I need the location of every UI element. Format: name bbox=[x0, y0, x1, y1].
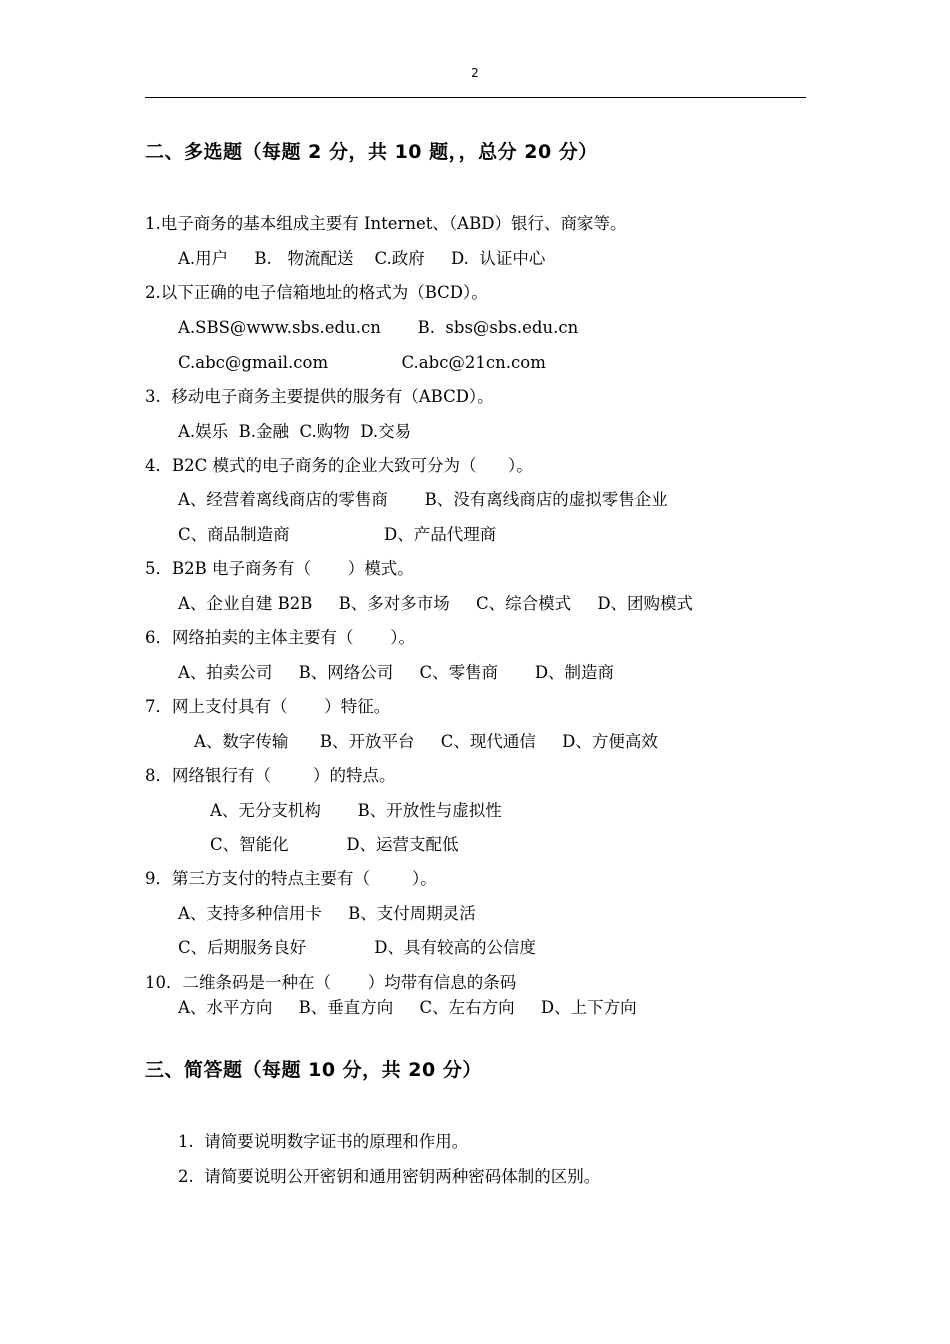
question-2-options-row1: A.SBS@www.sbs.edu.cn B. sbs@sbs.edu.cn bbox=[178, 318, 579, 337]
question-10-options: A、水平方向 B、垂直方向 C、左右方向 D、上下方向 bbox=[178, 998, 637, 1017]
question-10: 10．二维条码是一种在（ ）均带有信息的条码 bbox=[145, 973, 517, 992]
question-6-options: A、拍卖公司 B、网络公司 C、零售商 D、制造商 bbox=[178, 663, 615, 682]
short-answer-2: 2. 请简要说明公开密钥和通用密钥两种密码体制的区别。 bbox=[178, 1167, 601, 1186]
question-3: 3. 移动电子商务主要提供的服务有（ABCD）。 bbox=[145, 387, 494, 406]
question-5-options: A、企业自建 B2B B、多对多市场 C、综合模式 D、团购模式 bbox=[178, 594, 694, 613]
question-2: 2.以下正确的电子信箱地址的格式为（BCD）。 bbox=[145, 283, 488, 302]
question-9-options-row2: C、后期服务良好 D、具有较高的公信度 bbox=[178, 938, 537, 957]
question-4-options-row1: A、经营着离线商店的零售商 B、没有离线商店的虚拟零售企业 bbox=[178, 490, 668, 509]
question-9: 9．第三方支付的特点主要有（ ）。 bbox=[145, 869, 437, 888]
page-number: 2 bbox=[471, 66, 479, 80]
question-7: 7．网上支付具有（ ）特征。 bbox=[145, 697, 391, 716]
question-2-options-row2: C.abc@gmail.com C.abc@21cn.com bbox=[178, 353, 546, 372]
question-9-options-row1: A、支持多种信用卡 B、支付周期灵活 bbox=[178, 904, 476, 923]
section-2-heading: 二、多选题（每题 2 分，共 10 题，，总分 20 分） bbox=[145, 141, 598, 163]
question-1-options: A.用户 B. 物流配送 C.政府 D. 认证中心 bbox=[178, 249, 546, 268]
header-rule bbox=[145, 97, 806, 98]
section-3-heading: 三、简答题（每题 10 分，共 20 分） bbox=[145, 1059, 482, 1081]
short-answer-1: 1. 请简要说明数字证书的原理和作用。 bbox=[178, 1132, 469, 1151]
question-1: 1.电子商务的基本组成主要有 Internet、（ABD）银行、商家等。 bbox=[145, 214, 627, 233]
question-4: 4．B2C 模式的电子商务的企业大致可分为（ ）。 bbox=[145, 456, 533, 475]
question-8-options-row2: C、智能化 D、运营支配低 bbox=[210, 835, 459, 854]
question-7-options: A、数字传输 B、开放平台 C、现代通信 D、方便高效 bbox=[194, 732, 658, 751]
question-3-options: A.娱乐 B.金融 C.购物 D.交易 bbox=[178, 422, 412, 441]
question-5: 5．B2B 电子商务有（ ）模式。 bbox=[145, 559, 414, 578]
question-6: 6．网络拍卖的主体主要有（ ）。 bbox=[145, 628, 415, 647]
question-4-options-row2: C、商品制造商 D、产品代理商 bbox=[178, 525, 497, 544]
question-8: 8．网络银行有（ ）的特点。 bbox=[145, 766, 396, 785]
question-8-options-row1: A、无分支机构 B、开放性与虚拟性 bbox=[210, 801, 502, 820]
